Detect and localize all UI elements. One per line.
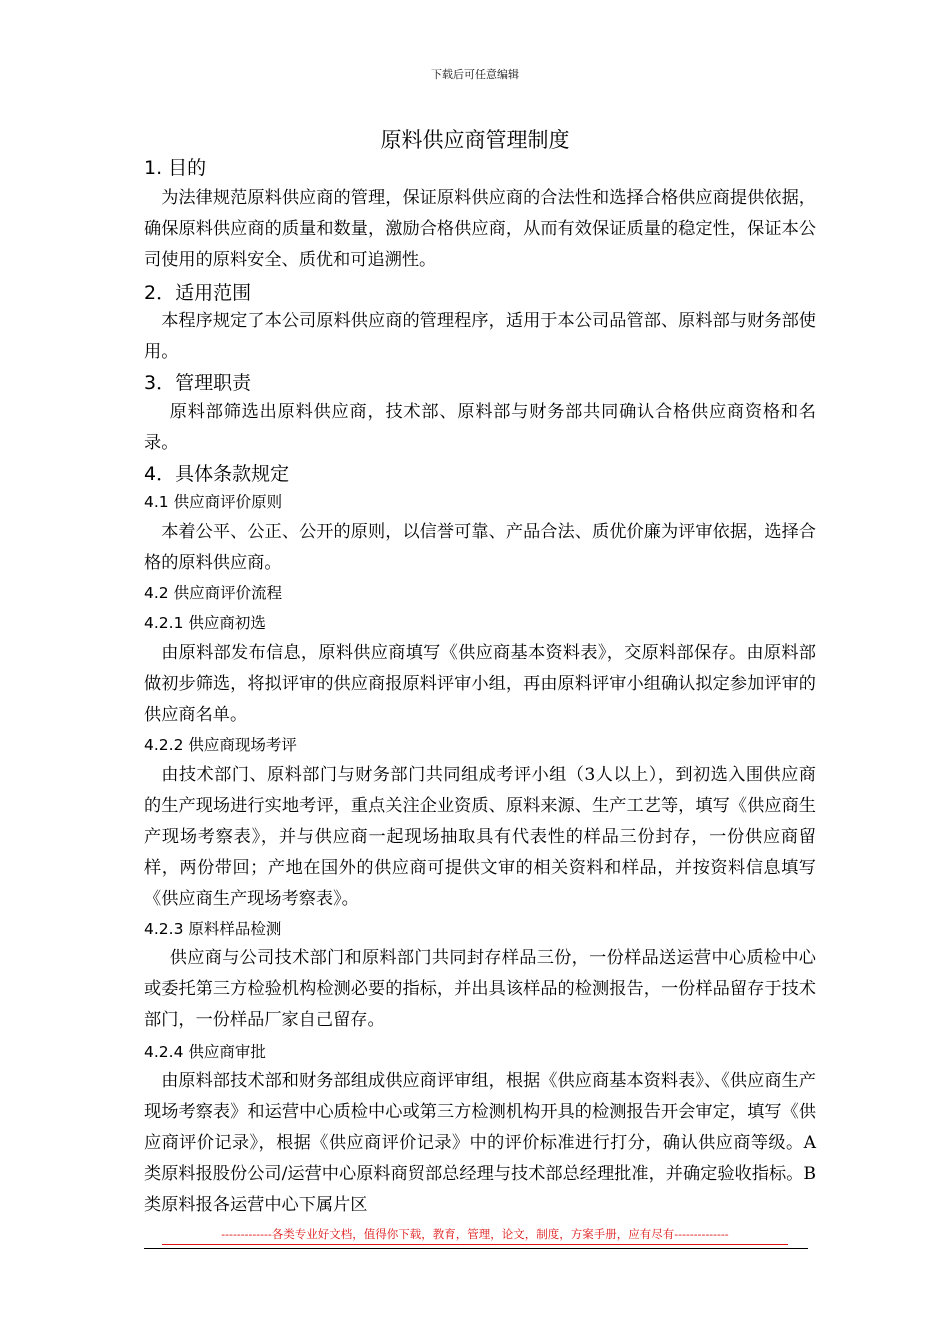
footer-underline xyxy=(162,1244,788,1245)
section-4-2-2-paragraph: 由技术部门、原料部门与财务部门共同组成考评小组（3人以上），到初选入围供应商的生产现场进行实地考评，重点关注企业资质、原料来源、生产工艺等，填写《供应商生产现场考察表》，并与供应商一起现场抽取具有代表性的样品三份封存，一份供应商留样，两份带回；产地在国外的供应商可提供文审的相关资料和样品，并按资料信息填写《供应商生产现场考察表》。 xyxy=(144,765,816,909)
section-4-2-4-heading: 4.2.4 供应商审批 xyxy=(144,1043,266,1061)
section-4-1-heading: 4.1 供应商评价原则 xyxy=(144,493,283,511)
section-4-2-4-paragraph: 由原料部技术部和财务部组成供应商评审组，根据《供应商基本资料表》、《供应商生产现场考察表》和运营中心质检中心或第三方检测机构开具的检测报告开会审定，填写《供应商评价记录》，根据《供应商评价记录》中的评价标准进行打分，确认供应商等级。A类原料报股份公司/运营中心原料商贸部总经理与技术部总经理批准，并确定验收指标。B类原料报各运营中心下属片区 xyxy=(144,1071,816,1215)
section-2-heading: 2．适用范围 xyxy=(144,282,252,304)
section-4-2-1-heading: 4.2.1 供应商初选 xyxy=(144,614,266,632)
section-4-heading: 4．具体条款规定 xyxy=(144,463,290,485)
section-2-paragraph: 本程序规定了本公司原料供应商的管理程序，适用于本公司品管部、原料部与财务部使用。 xyxy=(144,311,816,362)
footer-divider xyxy=(144,1248,808,1249)
section-4-1-paragraph: 本着公平、公正、公开的原则，以信誉可靠、产品合法、质优价廉为评审依据，选择合格的原料供应商。 xyxy=(144,522,816,573)
section-4-2-3-paragraph: 供应商与公司技术部门和原料部门共同封存样品三份，一份样品送运营中心质检中心或委托第三方检验机构检测必要的指标，并出具该样品的检测报告，一份样品留存于技术部门，一份样品厂家自己留存。 xyxy=(144,948,816,1030)
footer-promo-text: -------------各类专业好文档，值得你下载，教育，管理，论文，制度，方案手册，应有尽有-------------- xyxy=(221,1227,729,1241)
section-1-paragraph: 为法律规范原料供应商的管理，保证原料供应商的合法性和选择合格供应商提供依据，确保原料供应商的质量和数量，激励合格供应商，从而有效保证质量的稳定性，保证本公司使用的原料安全、质优和可追溯性。 xyxy=(144,188,816,270)
section-3-paragraph: 原料部筛选出原料供应商，技术部、原料部与财务部共同确认合格供应商资格和名录。 xyxy=(144,402,816,453)
section-3-heading: 3．管理职责 xyxy=(144,372,252,394)
document-title: 原料供应商管理制度 xyxy=(380,128,570,152)
header-note: 下载后可任意编辑 xyxy=(431,68,519,81)
section-1-heading: 1. 目的 xyxy=(144,157,207,179)
section-4-2-2-heading: 4.2.2 供应商现场考评 xyxy=(144,736,297,754)
section-4-2-3-heading: 4.2.3 原料样品检测 xyxy=(144,920,282,938)
section-4-2-heading: 4.2 供应商评价流程 xyxy=(144,584,283,602)
section-4-2-1-paragraph: 由原料部发布信息，原料供应商填写《供应商基本资料表》，交原料部保存。由原料部做初步筛选，将拟评审的供应商报原料评审小组，再由原料评审小组确认拟定参加评审的供应商名单。 xyxy=(144,643,816,725)
